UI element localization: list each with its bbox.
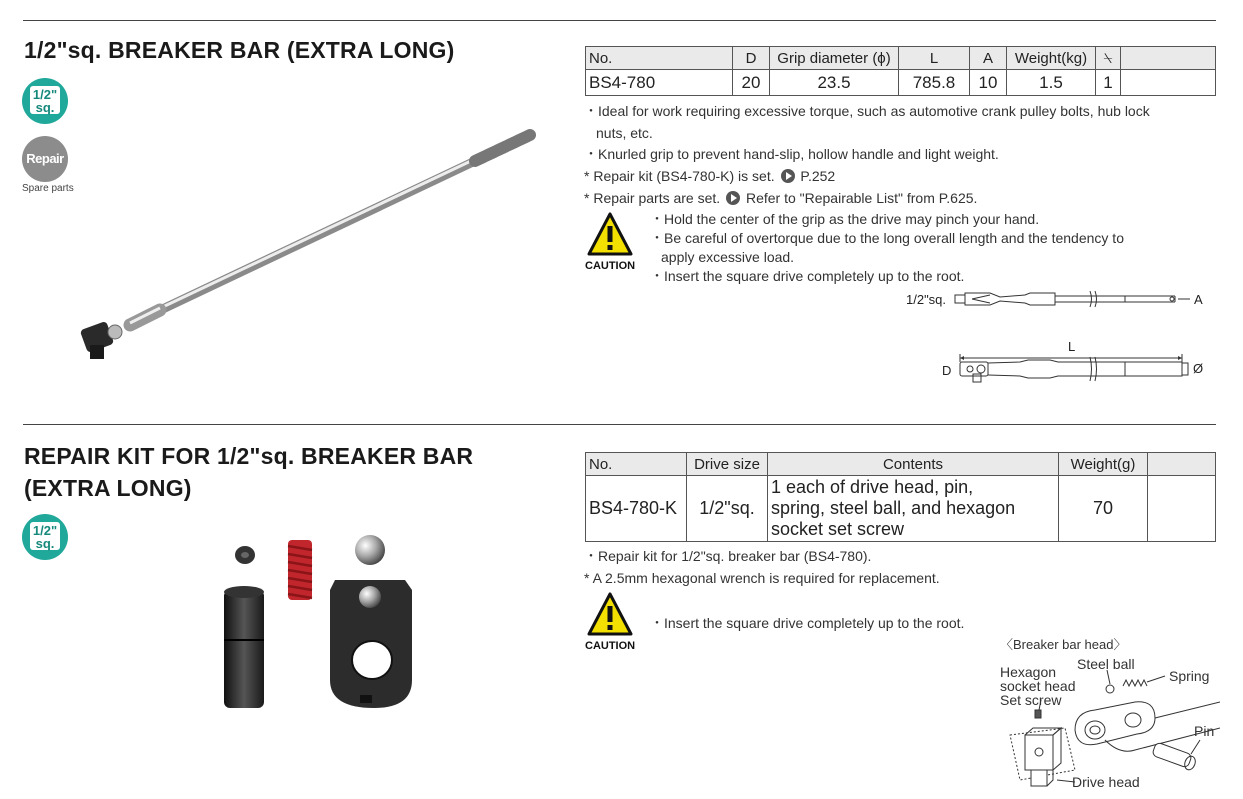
arrow-right-icon — [781, 169, 795, 183]
col-l: L — [899, 47, 970, 70]
col-no: No. — [586, 47, 733, 70]
caution-item: ・Insert the square drive completely up to the root. — [650, 615, 965, 631]
section-divider-top — [23, 20, 1216, 21]
cell-contents: 1 each of drive head, pin, spring, steel ball, and hexagon socket set screw — [768, 476, 1059, 542]
table-row — [586, 70, 1216, 96]
col-drive-size: Drive size — [687, 453, 768, 476]
cell-grip: 23.5 — [770, 70, 899, 96]
note-repair-kit: * Repair kit (BS4-780-K) is set. P.252 — [584, 168, 836, 184]
half-inch-square-badge: 1/2" sq. — [22, 514, 68, 560]
cell-weight: 1.5 — [1007, 70, 1096, 96]
caution-item: ・Hold the center of the grip as the drive may pinch your hand. — [650, 211, 1040, 227]
cell-d: 20 — [733, 70, 770, 96]
label-set-screw: Set screw — [1000, 692, 1062, 708]
caution-item: ・Be careful of overtorque due to the long overall length and the tendency to — [650, 230, 1124, 246]
col-a: A — [970, 47, 1007, 70]
label-socket-head: socket head — [1000, 678, 1076, 694]
repair-kit-page-link[interactable]: P.252 — [800, 168, 836, 184]
breaker-bar-image — [75, 120, 545, 370]
label-hexagon: Hexagon — [1000, 664, 1057, 680]
repairable-list-link[interactable]: Refer to "Repairable List" from P.625. — [745, 190, 978, 206]
exploded-head-diagram — [1005, 670, 1220, 798]
caution-label: CAUTION — [585, 640, 636, 652]
caution-warning-icon — [587, 592, 633, 638]
repair-kit-parts-image — [210, 530, 420, 715]
note-repair-kit-for: ・Repair kit for 1/2"sq. breaker bar (BS4-780). — [584, 548, 872, 564]
col-empty — [1148, 453, 1216, 476]
label-drive-head: Drive head — [1072, 774, 1140, 790]
cell-l: 785.8 — [899, 70, 970, 96]
caution-item: apply excessive load. — [661, 249, 795, 265]
col-weight: Weight(kg) — [1007, 47, 1096, 70]
note-hex-wrench: * A 2.5mm hexagonal wrench is required for replacement. — [584, 570, 940, 586]
half-inch-square-badge: 1/2" sq. — [22, 78, 68, 124]
caution-label: CAUTION — [585, 260, 636, 272]
caution-warning-icon — [587, 212, 633, 258]
diagram-label-sq: 1/2"sq. — [906, 292, 947, 307]
note-repair-parts: * Repair parts are set. Refer to "Repairable List" from P.625. — [584, 190, 978, 206]
section1-title: 1/2"sq. BREAKER BAR (EXTRA LONG) — [24, 37, 455, 63]
cell-empty — [1148, 476, 1216, 542]
section2-title-line2: (EXTRA LONG) — [24, 475, 192, 501]
breaker-bar-drawing — [950, 283, 1195, 393]
cell-qty: 1 — [1096, 70, 1121, 96]
spare-parts-label: Spare parts — [22, 183, 74, 194]
cell-weight: 70 — [1059, 476, 1148, 542]
diagram-label-a: A — [1194, 292, 1203, 307]
cell-empty — [1121, 70, 1216, 96]
label-steel-ball: Steel ball — [1077, 656, 1135, 672]
spec-table-breaker-bar — [585, 46, 1216, 96]
note-ideal-cont: nuts, etc. — [596, 125, 653, 141]
table-row — [586, 476, 1216, 542]
col-grip-diameter: Grip diameter (ϕ) — [770, 47, 899, 70]
caution-item: ・Insert the square drive completely up to the root. — [650, 268, 965, 284]
arrow-right-icon — [726, 191, 740, 205]
col-contents: Contents — [768, 453, 1059, 476]
section2-title-line1: REPAIR KIT FOR 1/2"sq. BREAKER BAR — [24, 443, 474, 469]
col-quantity: ⍀ — [1096, 47, 1121, 70]
note-ideal: ・Ideal for work requiring excessive torque, such as automotive crank pulley bolts, hub lock — [584, 103, 1150, 119]
repair-badge: Repair — [22, 136, 68, 182]
col-d: D — [733, 47, 770, 70]
col-no: No. — [586, 453, 687, 476]
diagram-label-l: L — [1068, 339, 1076, 354]
cell-no: BS4-780-K — [586, 476, 687, 542]
spec-table-repair-kit — [585, 452, 1216, 542]
label-pin: Pin — [1194, 723, 1215, 739]
label-spring: Spring — [1169, 668, 1210, 684]
diagram-heading: 〈Breaker bar head〉 — [1000, 637, 1127, 652]
diagram-label-d: D — [942, 363, 952, 378]
cell-drive-size: 1/2"sq. — [687, 476, 768, 542]
col-empty — [1121, 47, 1216, 70]
cell-a: 10 — [970, 70, 1007, 96]
note-knurled: ・Knurled grip to prevent hand-slip, hollow handle and light weight. — [584, 146, 999, 162]
section-divider-middle — [23, 424, 1216, 425]
col-weight: Weight(g) — [1059, 453, 1148, 476]
cell-no: BS4-780 — [586, 70, 733, 96]
diagram-label-phi: Ø — [1193, 361, 1204, 376]
